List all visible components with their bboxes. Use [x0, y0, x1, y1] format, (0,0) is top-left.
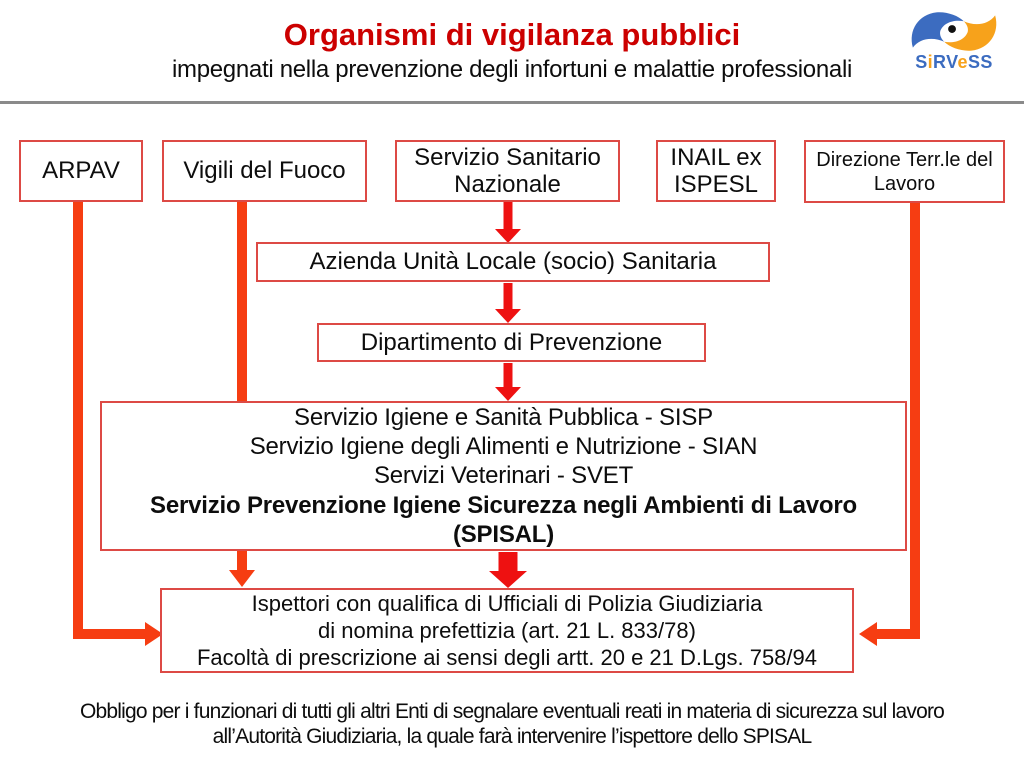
box-ssn-label: Servizio Sanitario Nazionale: [414, 144, 601, 198]
arrow-servizi-ispettori-head: [489, 571, 527, 588]
ispettori-line-2: di nomina prefettizia (art. 21 L. 833/78): [318, 618, 696, 643]
footer-note: [0, 699, 1024, 749]
box-inail-label: INAIL ex ISPESL: [670, 144, 762, 198]
box-azienda-label: Azienda Unità Locale (socio) Sanitaria: [309, 248, 717, 275]
box-direzione-territoriale-lavoro: [804, 140, 1005, 203]
box-direzione-label: Direzione Terr.le del Lavoro: [816, 148, 993, 195]
box-vigili-label: Vigili del Fuoco: [183, 157, 346, 184]
box-inail-ex-ispesl: [656, 140, 776, 202]
box-azienda-unita-locale: [256, 242, 770, 282]
page-title: Organismi di vigilanza pubblici: [283, 17, 741, 52]
box-ispettori: [160, 588, 854, 673]
connector-vigili-arrowhead: [229, 570, 255, 587]
sirvess-logo-text: SiRVeSS: [915, 52, 993, 72]
servizi-line-spisal-acronym: (SPISAL): [452, 520, 555, 548]
ispettori-line-1: Ispettori con qualifica di Ufficiali di Polizia Giudiziaria: [251, 591, 763, 616]
servizi-line-sian: Servizio Igiene degli Alimenti e Nutrizione - SIAN: [249, 433, 758, 461]
servizi-line-spisal: Servizio Prevenzione Igiene Sicurezza negli Ambienti di Lavoro: [150, 491, 857, 519]
arrow-azienda-dipartimento-head: [495, 309, 521, 323]
page-subtitle: impegnati nella prevenzione degli infortuni e malattie professionali: [171, 56, 853, 83]
footer-note-line-2: all’Autorità Giudiziaria, la quale farà intervenire l’ispettore dello SPISAL: [212, 725, 812, 748]
ispettori-line-3: Facoltà di prescrizione ai sensi degli artt. 20 e 21 D.Lgs. 758/94: [196, 645, 818, 670]
footer-note-line-1: Obbligo per i funzionari di tutti gli altri Enti di segnalare eventuali reati in materia di sicurezza sul lavoro: [79, 700, 945, 723]
box-dipartimento-prevenzione: [317, 323, 706, 362]
box-arpav: [19, 140, 143, 202]
box-servizi-dipartimento: [100, 401, 907, 551]
servizi-line-svet: Servizi Veterinari - SVET: [373, 462, 634, 490]
connector-direzione-arrowhead: [859, 622, 877, 646]
servizi-line-sisp: Servizio Igiene e Sanità Pubblica - SISP: [294, 403, 713, 431]
box-servizio-sanitario-nazionale: [395, 140, 620, 202]
arrow-ssn-azienda-head: [495, 229, 521, 243]
box-arpav-label: ARPAV: [42, 157, 120, 184]
box-dipartimento-label: Dipartimento di Prevenzione: [360, 328, 663, 356]
box-vigili-del-fuoco: [162, 140, 367, 202]
arrow-dipartimento-servizi-head: [495, 387, 521, 401]
